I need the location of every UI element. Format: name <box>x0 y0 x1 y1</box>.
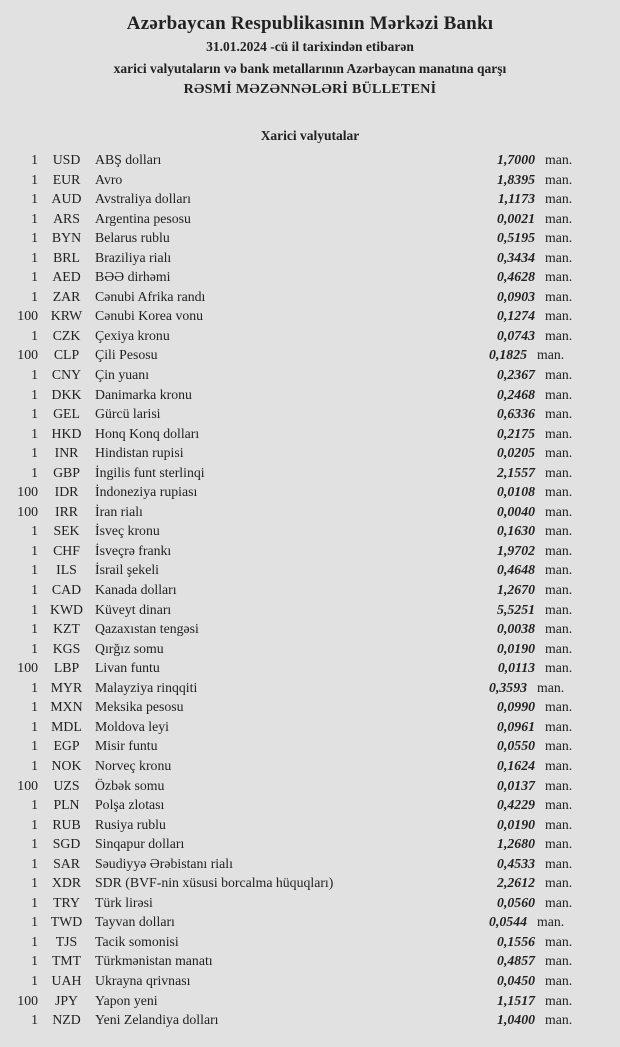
rate-value: 2,2612 <box>497 875 535 891</box>
currency-code: SGD <box>52 836 81 852</box>
bulletin-subtitle: xarici valyutaların və bank metallarının Azərbaycan manatına qarşı <box>113 61 507 76</box>
currency-code: SEK <box>53 523 80 539</box>
rate-value: 2,1557 <box>497 464 535 480</box>
currency-code: LBP <box>53 660 80 676</box>
rate-row <box>0 209 620 229</box>
rate-value: 0,0038 <box>497 621 535 637</box>
rate-row-quantity: 1 <box>31 621 38 637</box>
rate-value: 0,0190 <box>497 816 535 832</box>
rate-row-quantity: 1 <box>31 191 38 207</box>
currency-name: Küveyt dinarı <box>95 601 172 617</box>
currency-code: GEL <box>53 406 80 422</box>
currency-code: RUB <box>52 816 81 832</box>
currency-code: AED <box>52 269 81 285</box>
rate-row <box>0 971 620 991</box>
rate-row <box>0 912 620 932</box>
rate-value: 1,0400 <box>497 1012 535 1028</box>
rate-row <box>0 287 620 307</box>
rate-value: 0,0137 <box>497 777 535 793</box>
rate-value: 0,0108 <box>497 484 535 500</box>
currency-name: Yapon yeni <box>95 992 158 1008</box>
unit-label: man. <box>545 816 573 832</box>
currency-name: Çexiya kronu <box>95 327 170 343</box>
currency-name: Cənubi Korea vonu <box>95 308 204 324</box>
currency-code: CAD <box>51 582 82 598</box>
currency-name: Malayziya rinqqiti <box>95 679 198 695</box>
currency-name: Braziliya rialı <box>95 249 172 265</box>
unit-label: man. <box>545 288 573 304</box>
unit-label: man. <box>545 484 573 500</box>
currency-name: Türkmənistan manatı <box>95 953 213 969</box>
currency-name: Moldova leyi <box>95 718 169 734</box>
currency-code: TMT <box>51 953 82 969</box>
unit-label: man. <box>545 894 573 910</box>
rate-row-quantity: 1 <box>31 718 38 734</box>
currency-code: SAR <box>53 855 80 871</box>
unit-label: man. <box>545 562 573 578</box>
currency-name: Belarus rublu <box>95 230 170 246</box>
rate-row <box>0 639 620 659</box>
rate-row-quantity: 1 <box>31 249 38 265</box>
section-title-foreign-currencies: Xarici valyutalar <box>260 128 360 143</box>
currency-code: KGS <box>52 640 81 656</box>
currency-name: Hindistan rupisi <box>95 445 184 461</box>
currency-name: Livan funtu <box>95 660 160 676</box>
unit-label: man. <box>545 523 573 539</box>
currency-name: Avro <box>95 171 123 187</box>
currency-code: PLN <box>53 797 80 813</box>
unit-label: man. <box>537 914 565 930</box>
rate-row <box>0 560 620 580</box>
currency-name: İngilis funt sterlinqi <box>95 464 205 480</box>
rate-row-quantity: 1 <box>31 464 38 480</box>
unit-label: man. <box>545 230 573 246</box>
rate-row-quantity: 1 <box>31 210 38 226</box>
currency-name: Çin yuanı <box>95 367 150 383</box>
unit-label: man. <box>545 582 573 598</box>
currency-code: CHF <box>53 542 80 558</box>
rate-row-quantity: 100 <box>17 484 38 500</box>
unit-label: man. <box>545 269 573 285</box>
currency-name: Qazaxıstan tengəsi <box>95 621 199 637</box>
unit-label: man. <box>545 171 573 187</box>
rate-row-quantity: 1 <box>31 445 38 461</box>
rate-row-quantity: 1 <box>31 953 38 969</box>
rate-value: 0,0990 <box>497 699 535 715</box>
rate-row <box>0 463 620 483</box>
rate-row <box>0 521 620 541</box>
rate-row-quantity: 1 <box>31 406 38 422</box>
rate-row <box>0 443 620 463</box>
rate-row-quantity: 1 <box>31 914 38 930</box>
rate-value: 0,0205 <box>497 445 535 461</box>
currency-code: CNY <box>51 367 82 383</box>
exchange-rates-table <box>0 150 620 1030</box>
rate-row-quantity: 1 <box>31 425 38 441</box>
rate-value: 0,2468 <box>497 386 535 402</box>
rate-value: 0,0450 <box>497 972 535 988</box>
currency-name: İsveçrə frankı <box>95 542 172 558</box>
rate-row <box>0 541 620 561</box>
currency-name: Polşa zlotası <box>95 797 165 813</box>
currency-name: Gürcü larisi <box>95 406 161 422</box>
rate-value: 0,4648 <box>497 562 535 578</box>
rate-value: 0,1556 <box>497 933 535 949</box>
rate-value: 1,8395 <box>497 171 535 187</box>
rate-row-quantity: 1 <box>31 699 38 715</box>
rate-value: 0,0743 <box>497 327 535 343</box>
currency-code: KRW <box>50 308 83 324</box>
rate-row-quantity: 1 <box>31 269 38 285</box>
currency-code: CLP <box>53 347 80 363</box>
rate-row-quantity: 1 <box>31 679 38 695</box>
rate-value: 0,3434 <box>497 249 535 265</box>
rate-row <box>0 854 620 874</box>
unit-label: man. <box>545 191 573 207</box>
rate-row <box>0 619 620 639</box>
unit-label: man. <box>537 679 565 695</box>
rate-value: 0,0040 <box>497 503 535 519</box>
rate-row-quantity: 1 <box>31 152 38 167</box>
rate-row-quantity: 1 <box>31 542 38 558</box>
currency-name: Tayvan dolları <box>95 914 175 930</box>
rate-value: 0,0544 <box>489 914 527 930</box>
rate-row <box>0 482 620 502</box>
currency-code: INR <box>54 445 79 461</box>
rate-row <box>0 1010 620 1030</box>
rate-value: 0,0113 <box>497 660 535 676</box>
rate-value: 0,6336 <box>497 406 535 422</box>
rate-row <box>0 248 620 268</box>
unit-label: man. <box>545 738 573 754</box>
currency-code: IRR <box>55 503 78 519</box>
rate-row <box>0 678 620 698</box>
currency-name: Qırğız somu <box>95 640 164 656</box>
rate-row-quantity: 1 <box>31 562 38 578</box>
currency-name: SDR (BVF-nin xüsusi borcalma hüquqları) <box>95 875 334 891</box>
currency-name: İndoneziya rupiası <box>95 484 198 500</box>
unit-label: man. <box>545 601 573 617</box>
rate-value: 0,0903 <box>497 288 535 304</box>
currency-code: BRL <box>53 249 80 265</box>
unit-label: man. <box>545 1012 573 1028</box>
currency-name: Argentina pesosu <box>95 210 191 226</box>
unit-label: man. <box>545 953 573 969</box>
bulletin-header <box>0 0 620 100</box>
rate-row <box>0 815 620 835</box>
rate-row-quantity: 1 <box>31 875 38 891</box>
currency-code: NOK <box>51 757 82 773</box>
rate-row <box>0 267 620 287</box>
rate-value: 0,4628 <box>497 269 535 285</box>
rate-value: 1,7000 <box>497 152 535 167</box>
rate-row-quantity: 100 <box>17 660 38 676</box>
rate-value: 0,0961 <box>497 718 535 734</box>
rate-row <box>0 756 620 776</box>
rate-row-quantity: 1 <box>31 816 38 832</box>
rate-row-quantity: 1 <box>31 1012 38 1028</box>
rate-row-quantity: 1 <box>31 582 38 598</box>
bulletin-title: RƏSMİ MƏZƏNNƏLƏRİ BÜLLETENİ <box>183 82 437 97</box>
unit-label: man. <box>545 875 573 891</box>
currency-code: EGP <box>53 738 80 754</box>
rate-value: 1,2680 <box>497 836 535 852</box>
rate-row <box>0 306 620 326</box>
unit-label: man. <box>545 757 573 773</box>
unit-label: man. <box>545 972 573 988</box>
rate-row-quantity: 1 <box>31 797 38 813</box>
unit-label: man. <box>545 445 573 461</box>
rate-value: 1,1517 <box>497 992 535 1008</box>
rate-row <box>0 951 620 971</box>
currency-code: UAH <box>51 972 82 988</box>
unit-label: man. <box>545 992 573 1008</box>
rate-value: 0,0021 <box>497 210 535 226</box>
currency-code: ARS <box>53 210 80 226</box>
unit-label: man. <box>545 308 573 324</box>
unit-label: man. <box>545 249 573 265</box>
currency-code: IDR <box>54 484 79 500</box>
rate-row-quantity: 100 <box>17 503 38 519</box>
currency-name: Çili Pesosu <box>95 347 158 363</box>
rate-row-quantity: 1 <box>31 386 38 402</box>
currency-code: TWD <box>50 914 83 930</box>
unit-label: man. <box>545 699 573 715</box>
currency-name: Meksika pesosu <box>95 699 184 715</box>
rate-row <box>0 150 620 170</box>
rate-row-quantity: 1 <box>31 933 38 949</box>
unit-label: man. <box>545 718 573 734</box>
currency-code: HKD <box>51 425 82 441</box>
rate-value: 0,1630 <box>497 523 535 539</box>
rate-row-quantity: 1 <box>31 738 38 754</box>
rate-value: 0,0550 <box>497 738 535 754</box>
rate-row <box>0 385 620 405</box>
unit-label: man. <box>545 425 573 441</box>
rate-row-quantity: 1 <box>31 757 38 773</box>
currency-name: Tacik somonisi <box>95 933 179 949</box>
rate-row <box>0 170 620 190</box>
unit-label: man. <box>545 797 573 813</box>
currency-name: Cənubi Afrika randı <box>95 288 206 304</box>
currency-name: Norveç kronu <box>95 757 172 773</box>
rate-value: 0,2175 <box>497 425 535 441</box>
rate-value: 0,0560 <box>497 894 535 910</box>
currency-name: Kanada dolları <box>95 582 177 598</box>
effective-date: 31.01.2024 -cü il tarixindən etibarən <box>206 39 414 54</box>
currency-code: KWD <box>50 601 83 617</box>
rate-value: 0,4857 <box>497 953 535 969</box>
currency-code: MDL <box>51 718 82 734</box>
rate-row <box>0 658 620 678</box>
currency-code: BYN <box>51 230 82 246</box>
rate-row <box>0 580 620 600</box>
unit-label: man. <box>545 660 573 676</box>
currency-code: JPY <box>54 992 78 1008</box>
currency-name: Avstraliya dolları <box>95 191 191 207</box>
unit-label: man. <box>545 777 573 793</box>
currency-code: USD <box>52 152 81 167</box>
rate-row-quantity: 1 <box>31 288 38 304</box>
rate-row <box>0 345 620 365</box>
rate-row <box>0 326 620 346</box>
rate-row-quantity: 1 <box>31 230 38 246</box>
rate-value: 0,3593 <box>489 679 527 695</box>
rate-row-quantity: 1 <box>31 894 38 910</box>
unit-label: man. <box>537 347 565 363</box>
rate-row-quantity: 1 <box>31 640 38 656</box>
rate-row <box>0 873 620 893</box>
currency-code: MYR <box>50 679 83 695</box>
rate-row-quantity: 1 <box>31 367 38 383</box>
rate-row <box>0 502 620 522</box>
rate-row <box>0 776 620 796</box>
unit-label: man. <box>545 640 573 656</box>
currency-code: NZD <box>52 1012 81 1028</box>
rate-row <box>0 189 620 209</box>
unit-label: man. <box>545 367 573 383</box>
unit-label: man. <box>545 210 573 226</box>
rate-value: 0,1825 <box>489 347 527 363</box>
bank-title: Azərbaycan Respublikasının Mərkəzi Bankı <box>126 13 494 34</box>
rate-row <box>0 365 620 385</box>
rate-value: 0,4229 <box>497 797 535 813</box>
rate-row <box>0 893 620 913</box>
rate-value: 1,2670 <box>497 582 535 598</box>
currency-name: Türk lirəsi <box>95 894 153 910</box>
currency-name: İsveç kronu <box>95 523 160 539</box>
rate-row-quantity: 1 <box>31 523 38 539</box>
currency-code: ILS <box>56 562 77 578</box>
rate-row-quantity: 100 <box>17 992 38 1008</box>
rate-row <box>0 717 620 737</box>
rate-row <box>0 795 620 815</box>
currency-name: Rusiya rublu <box>95 816 166 832</box>
currency-code: TJS <box>55 933 78 949</box>
unit-label: man. <box>545 503 573 519</box>
currency-code: KZT <box>53 621 80 637</box>
currency-code: AUD <box>51 191 82 207</box>
rate-row-quantity: 100 <box>17 347 38 363</box>
rate-row <box>0 424 620 444</box>
currency-code: XDR <box>51 875 82 891</box>
unit-label: man. <box>545 464 573 480</box>
unit-label: man. <box>545 836 573 852</box>
rate-row-quantity: 100 <box>17 308 38 324</box>
rate-row-quantity: 100 <box>17 777 38 793</box>
currency-name: Honq Konq dolları <box>95 425 200 441</box>
currency-name: Yeni Zelandiya dolları <box>95 1012 219 1028</box>
unit-label: man. <box>545 542 573 558</box>
rate-row-quantity: 1 <box>31 171 38 187</box>
rate-row <box>0 404 620 424</box>
rate-row-quantity: 1 <box>31 836 38 852</box>
rate-row-quantity: 1 <box>31 855 38 871</box>
rate-row-quantity: 1 <box>31 327 38 343</box>
currency-name: Sinqapur dolları <box>95 836 185 852</box>
rate-row <box>0 736 620 756</box>
unit-label: man. <box>545 327 573 343</box>
currency-name: Səudiyyə Ərəbistanı rialı <box>95 855 233 871</box>
rate-value: 5,5251 <box>497 601 535 617</box>
unit-label: man. <box>545 152 573 167</box>
unit-label: man. <box>545 855 573 871</box>
currency-name: İran rialı <box>95 503 143 519</box>
rate-value: 0,4533 <box>497 855 535 871</box>
rate-row <box>0 697 620 717</box>
rate-value: 0,1624 <box>497 757 535 773</box>
currency-code: CZK <box>52 327 81 343</box>
currency-name: Misir funtu <box>95 738 158 754</box>
currency-name: Özbək somu <box>95 777 165 793</box>
rate-value: 0,1274 <box>497 308 535 324</box>
currency-code: TRY <box>53 894 80 910</box>
rate-row <box>0 834 620 854</box>
rate-value: 0,5195 <box>497 230 535 246</box>
rate-row <box>0 600 620 620</box>
rate-value: 0,2367 <box>497 367 535 383</box>
currency-code: ZAR <box>52 288 81 304</box>
unit-label: man. <box>545 933 573 949</box>
currency-code: UZS <box>53 777 80 793</box>
currency-name: ABŞ dolları <box>95 152 162 167</box>
rate-row-quantity: 1 <box>31 601 38 617</box>
rate-value: 1,1173 <box>497 191 535 207</box>
currency-name: Ukrayna qrivnası <box>95 972 191 988</box>
currency-code: EUR <box>52 171 81 187</box>
rate-value: 0,0190 <box>497 640 535 656</box>
unit-label: man. <box>545 406 573 422</box>
unit-label: man. <box>545 386 573 402</box>
currency-code: MXN <box>50 699 83 715</box>
currency-name: BƏƏ dirhəmi <box>95 269 171 285</box>
currency-code: GBP <box>53 464 80 480</box>
rate-row-quantity: 1 <box>31 972 38 988</box>
currency-name: Danimarka kronu <box>95 386 192 402</box>
rate-row <box>0 991 620 1011</box>
rate-value: 1,9702 <box>497 542 535 558</box>
unit-label: man. <box>545 621 573 637</box>
rate-row <box>0 228 620 248</box>
currency-name: İsrail şekeli <box>95 562 159 578</box>
currency-code: DKK <box>51 386 82 402</box>
rate-row <box>0 932 620 952</box>
